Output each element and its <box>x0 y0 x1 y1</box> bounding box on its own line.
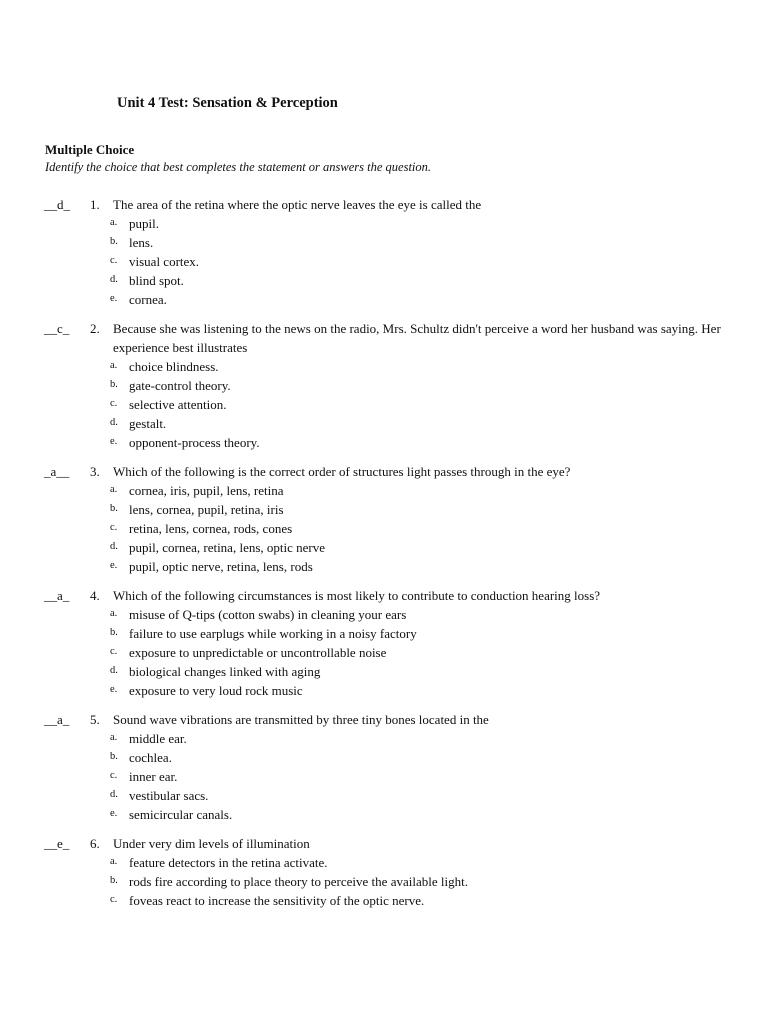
question-row <box>0 462 768 481</box>
answer-option <box>0 767 768 786</box>
option-text: exposure to very loud rock music <box>129 683 303 698</box>
option-text: retina, lens, cornea, rods, cones <box>129 521 293 536</box>
question-stem: Which of the following is the correct order of structures light passes through in the eye? <box>113 464 571 479</box>
question-item <box>0 319 768 452</box>
answer-option <box>0 414 768 433</box>
question-number: 1. <box>90 197 100 212</box>
question-row <box>0 710 768 729</box>
option-letter: a. <box>110 732 118 743</box>
question-stem: Sound wave vibrations are transmitted by three tiny bones located in the <box>113 712 489 727</box>
question-stem: Which of the following circumstances is most likely to contribute to conduction hearing loss? <box>113 588 601 603</box>
option-letter: d. <box>110 789 118 800</box>
answer-option <box>0 748 768 767</box>
section-instructions: Identify the choice that best completes the statement or answers the question. <box>45 160 432 174</box>
option-text: exposure to unpredictable or uncontrollable noise <box>129 645 387 660</box>
option-list <box>0 481 768 576</box>
answer-option <box>0 557 768 576</box>
option-text: visual cortex. <box>129 254 200 269</box>
question-list <box>0 195 768 920</box>
answer-blank: __e_ <box>44 836 70 851</box>
answer-option <box>0 605 768 624</box>
section-heading: Multiple Choice <box>45 142 135 157</box>
option-letter: e. <box>110 560 118 571</box>
option-letter: c. <box>110 398 118 409</box>
option-letter: d. <box>110 274 118 285</box>
answer-option <box>0 252 768 271</box>
option-letter: c. <box>110 646 118 657</box>
question-stem: Because she was listening to the news on the radio, Mrs. Schultz didn't perceive a word her husband was saying. Her experience best illustrates <box>113 321 721 355</box>
option-text: gestalt. <box>129 416 167 431</box>
answer-option <box>0 662 768 681</box>
question-item <box>0 586 768 700</box>
answer-blank: __d_ <box>44 197 70 212</box>
option-text: pupil. <box>129 216 159 231</box>
page-title: Unit 4 Test: Sensation & Perception <box>117 95 338 111</box>
option-text: middle ear. <box>129 731 187 746</box>
answer-option <box>0 872 768 891</box>
question-number: 6. <box>90 836 100 851</box>
question-item <box>0 195 768 309</box>
question-number: 2. <box>90 321 100 336</box>
option-letter: a. <box>110 217 118 228</box>
option-text: biological changes linked with aging <box>129 664 321 679</box>
question-number: 3. <box>90 464 100 479</box>
option-text: cochlea. <box>129 750 172 765</box>
option-letter: a. <box>110 484 118 495</box>
answer-option <box>0 500 768 519</box>
option-text: inner ear. <box>129 769 178 784</box>
option-text: cornea, iris, pupil, lens, retina <box>129 483 284 498</box>
answer-option <box>0 433 768 452</box>
option-text: gate-control theory. <box>129 378 231 393</box>
question-item <box>0 462 768 576</box>
answer-option <box>0 891 768 910</box>
question-stem: The area of the retina where the optic nerve leaves the eye is called the <box>113 197 482 212</box>
question-number: 4. <box>90 588 100 603</box>
question-number: 5. <box>90 712 100 727</box>
option-letter: d. <box>110 541 118 552</box>
option-text: lens. <box>129 235 154 250</box>
option-text: misuse of Q-tips (cotton swabs) in cleaning your ears <box>129 607 407 622</box>
answer-blank: _a__ <box>44 464 70 479</box>
option-text: choice blindness. <box>129 359 219 374</box>
option-letter: c. <box>110 255 118 266</box>
option-letter: b. <box>110 379 118 390</box>
answer-option <box>0 376 768 395</box>
option-list <box>0 214 768 309</box>
question-stem: Under very dim levels of illumination <box>113 836 310 851</box>
question-row <box>0 834 768 853</box>
option-text: pupil, cornea, retina, lens, optic nerve <box>129 540 326 555</box>
option-letter: b. <box>110 627 118 638</box>
option-letter: d. <box>110 417 118 428</box>
option-text: cornea. <box>129 292 167 307</box>
answer-option <box>0 395 768 414</box>
answer-option <box>0 729 768 748</box>
option-text: semicircular canals. <box>129 807 233 822</box>
answer-blank: __a_ <box>44 712 70 727</box>
option-letter: d. <box>110 665 118 676</box>
option-letter: b. <box>110 503 118 514</box>
option-letter: c. <box>110 522 118 533</box>
answer-option <box>0 357 768 376</box>
answer-option <box>0 643 768 662</box>
option-letter: e. <box>110 293 118 304</box>
option-letter: b. <box>110 875 118 886</box>
answer-option <box>0 853 768 872</box>
option-text: foveas react to increase the sensitivity of the optic nerve. <box>129 893 425 908</box>
option-letter: c. <box>110 770 118 781</box>
option-text: selective attention. <box>129 397 227 412</box>
option-letter: e. <box>110 808 118 819</box>
option-letter: a. <box>110 608 118 619</box>
option-letter: a. <box>110 360 118 371</box>
option-text: pupil, optic nerve, retina, lens, rods <box>129 559 313 574</box>
answer-option <box>0 624 768 643</box>
option-list <box>0 605 768 700</box>
answer-option <box>0 519 768 538</box>
option-letter: a. <box>110 856 118 867</box>
question-item <box>0 710 768 824</box>
option-text: failure to use earplugs while working in a noisy factory <box>129 626 417 641</box>
question-item <box>0 834 768 910</box>
option-letter: e. <box>110 684 118 695</box>
answer-option <box>0 786 768 805</box>
option-text: blind spot. <box>129 273 184 288</box>
option-letter: b. <box>110 236 118 247</box>
question-row <box>0 319 768 357</box>
option-letter: e. <box>110 436 118 447</box>
question-row <box>0 586 768 605</box>
option-list <box>0 853 768 910</box>
answer-option <box>0 538 768 557</box>
answer-option <box>0 481 768 500</box>
answer-option <box>0 233 768 252</box>
option-list <box>0 357 768 452</box>
answer-option <box>0 681 768 700</box>
option-list <box>0 729 768 824</box>
option-text: rods fire according to place theory to perceive the available light. <box>129 874 468 889</box>
option-letter: c. <box>110 894 118 905</box>
answer-option <box>0 290 768 309</box>
answer-blank: __a_ <box>44 588 70 603</box>
answer-blank: __c_ <box>44 321 70 336</box>
option-text: vestibular sacs. <box>129 788 209 803</box>
answer-option <box>0 805 768 824</box>
option-text: opponent-process theory. <box>129 435 260 450</box>
option-text: lens, cornea, pupil, retina, iris <box>129 502 284 517</box>
answer-option <box>0 271 768 290</box>
answer-option <box>0 214 768 233</box>
question-row <box>0 195 768 214</box>
option-text: feature detectors in the retina activate. <box>129 855 328 870</box>
option-letter: b. <box>110 751 118 762</box>
